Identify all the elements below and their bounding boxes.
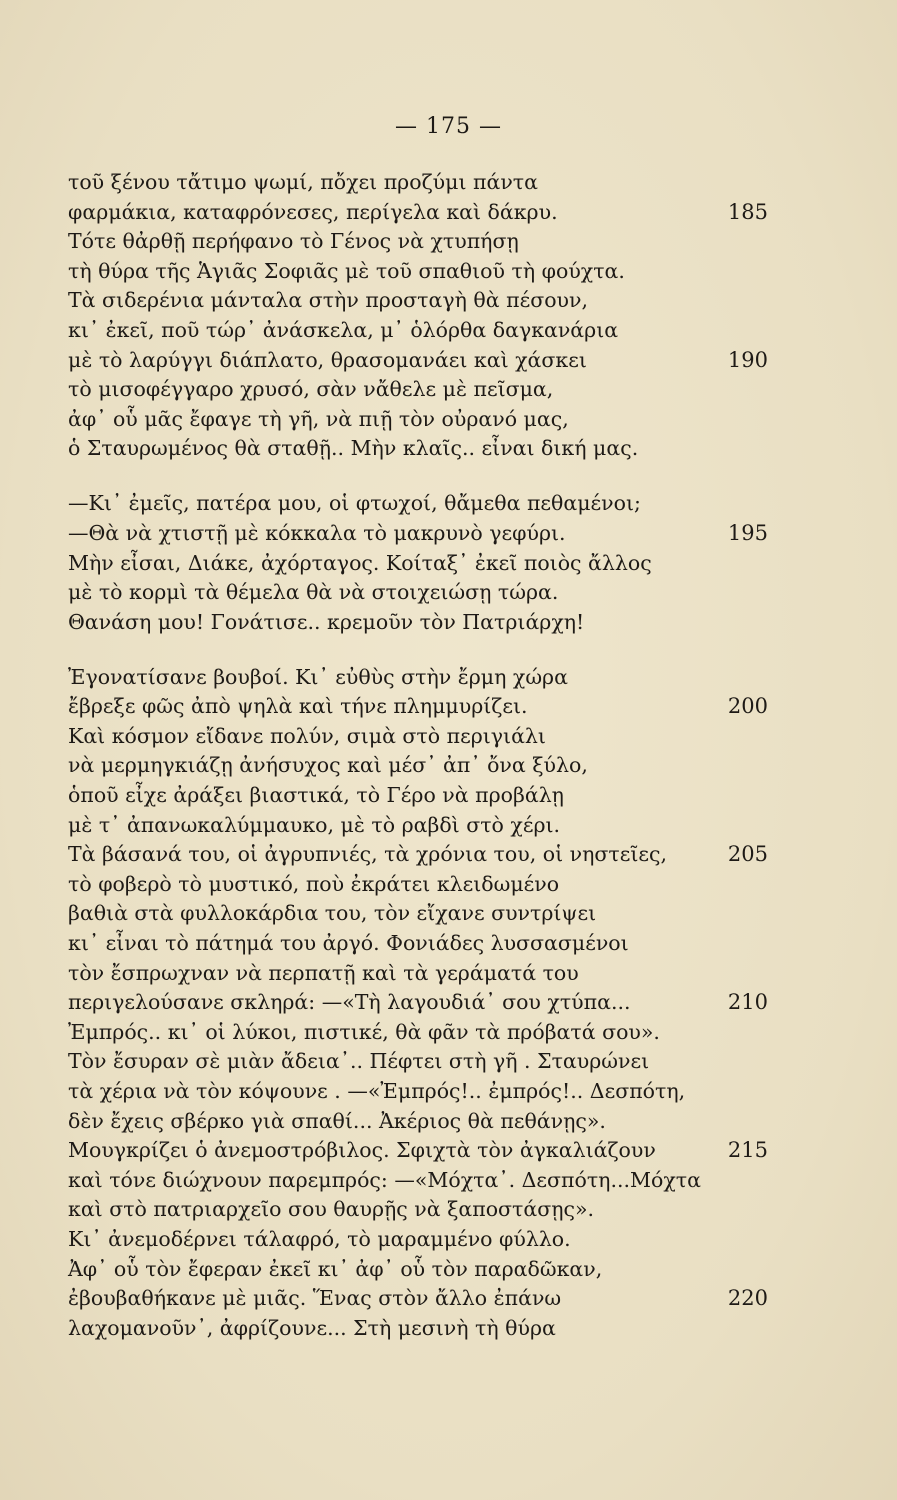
- verse-line: [68, 286, 768, 316]
- verse-text: Καὶ κόσμον εἴδανε πολύν, σιμὰ στὸ περιγιάλι: [68, 723, 546, 748]
- verse-text: τὸν ἔσπρωχναν νὰ περπατῇ καὶ τὰ γεράματά του: [68, 960, 579, 985]
- line-number: 195: [727, 520, 768, 545]
- verse-text: Ἐμπρός.. κι᾿ οἱ λύκοι, πιστικέ, θὰ φᾶν τὰ πρόβατά σου».: [68, 1019, 660, 1044]
- verse-line: [68, 929, 768, 959]
- verse-line: [68, 549, 768, 579]
- verse-text: Τότε θἀρθῇ περήφανο τὸ Γένος νὰ χτυπήσῃ: [68, 229, 519, 254]
- verse-text: Μουγκρίζει ὁ ἀνεμοστρόβιλος. Σφιχτὰ τὸν ἀγκαλιάζουν: [68, 1138, 656, 1163]
- verse-line: [68, 608, 768, 638]
- verse-text: Τὰ σιδερένια μάνταλα στὴν προσταγὴ θὰ πέσουν,: [68, 288, 588, 313]
- verse-text: καὶ τόνε διώχνουν παρεμπρός: —«Μόχτα᾿. Δεσπότη...Μόχτα: [68, 1167, 701, 1192]
- verse-line: [68, 988, 768, 1018]
- verse-line: [68, 1255, 768, 1285]
- verse-line: [68, 899, 768, 929]
- verse-line: [68, 722, 768, 752]
- stanza: [68, 168, 768, 464]
- verse-line: [68, 1018, 768, 1048]
- verse-line: [68, 257, 768, 287]
- verse-line: [68, 1166, 768, 1196]
- verse-text: νὰ μερμηγκιάζῃ ἀνήσυχος καὶ μέσ᾿ ἀπ᾿ ὄνα ξύλο,: [68, 753, 588, 778]
- verse-line: [68, 811, 768, 841]
- verse-text: τὰ χέρια νὰ τὸν κόψουνε . —«Ἐμπρός!.. ἐμπρός!.. Δεσπότη,: [68, 1079, 686, 1103]
- verse-line: [68, 578, 768, 608]
- verse-line: [68, 1047, 768, 1077]
- verse-line: [68, 1077, 768, 1107]
- verse-text: Μὴν εἶσαι, Διάκε, ἀχόρταγος. Κοίταξ᾿ ἐκεῖ ποιὸς ἄλλος: [68, 550, 652, 575]
- line-number: 215: [727, 1138, 768, 1163]
- verse-text: Τὰ βάσανά του, οἱ ἀγρυπνιές, τὰ χρόνια του, οἱ νηστεῖες,: [68, 842, 667, 867]
- verse-line: [68, 1314, 768, 1344]
- poem-text: [68, 168, 768, 1369]
- verse-text: τὸ μισοφέγγαρο χρυσό, σὰν νἄθελε μὲ πεῖσμα,: [68, 377, 554, 402]
- line-number: 205: [727, 842, 768, 867]
- stanza: [68, 489, 768, 637]
- verse-line: [68, 316, 768, 346]
- verse-text: ἀφ᾿ οὗ μᾶς ἔφαγε τὴ γῆ, νὰ πιῇ τὸν οὐρανό μας,: [68, 406, 569, 431]
- verse-text: Θανάση μου! Γονάτισε.. κρεμοῦν τὸν Πατριάρχη!: [68, 609, 585, 634]
- verse-line: [68, 1284, 768, 1314]
- verse-line: [68, 751, 768, 781]
- line-number: 210: [727, 990, 768, 1015]
- verse-line: [68, 1136, 768, 1166]
- verse-line: [68, 168, 768, 198]
- stanza: [68, 663, 768, 1344]
- page-number: — 175 —: [395, 114, 502, 139]
- verse-line: [68, 840, 768, 870]
- verse-text: βαθιὰ στὰ φυλλοκάρδια του, τὸν εἴχανε συντρίψει: [68, 901, 597, 926]
- verse-text: τὴ θύρα τῆς Ἁγιᾶς Σοφιᾶς μὲ τοῦ σπαθιοῦ τὴ φούχτα.: [68, 258, 625, 283]
- verse-line: [68, 489, 768, 519]
- verse-text: κι᾿ εἶναι τὸ πάτημά του ἀργό. Φονιάδες λυσσασμένοι: [68, 931, 629, 956]
- line-number: 200: [727, 694, 768, 719]
- verse-line: [68, 375, 768, 405]
- verse-text: Κι᾿ ἀνεμοδέρνει τάλαφρό, τὸ μαραμμένο φύλλο.: [68, 1226, 571, 1251]
- verse-line: [68, 405, 768, 435]
- verse-text: κι᾿ ἐκεῖ, ποῦ τώρ᾿ ἀνάσκελα, μ᾿ ὁλόρθα δαγκανάρια: [68, 317, 619, 342]
- verse-line: [68, 1195, 768, 1225]
- verse-line: [68, 1107, 768, 1137]
- verse-text: λαχομανοῦν᾿, ἀφρίζουνε... Στὴ μεσινὴ τὴ θύρα: [68, 1315, 556, 1340]
- verse-line: [68, 198, 768, 228]
- verse-text: ὁ Σταυρωμένος θὰ σταθῇ.. Μὴν κλαῖς.. εἶναι δική μας.: [68, 436, 639, 461]
- verse-text: Ἀφ᾿ οὗ τὸν ἔφεραν ἐκεῖ κι᾿ ἀφ᾿ οὗ τὸν παραδῶκαν,: [68, 1256, 603, 1281]
- verse-text: μὲ τ᾿ ἀπανωκαλύμμαυκο, μὲ τὸ ραβδὶ στὸ χέρι.: [68, 812, 561, 837]
- verse-text: ὁποῦ εἶχε ἀράξει βιαστικά, τὸ Γέρο νὰ προβάλῃ: [68, 783, 564, 808]
- verse-line: [68, 1225, 768, 1255]
- verse-text: μὲ τὸ κορμὶ τὰ θέμελα θὰ νὰ στοιχειώσῃ τώρα.: [68, 580, 559, 605]
- verse-line: [68, 959, 768, 989]
- verse-text: —Θὰ νὰ χτιστῇ μὲ κόκκαλα τὸ μακρυνὸ γεφύρι.: [68, 520, 566, 545]
- verse-line: [68, 663, 768, 693]
- verse-line: [68, 434, 768, 464]
- verse-line: [68, 781, 768, 811]
- verse-line: [68, 519, 768, 549]
- line-number: 220: [727, 1286, 768, 1311]
- verse-line: [68, 227, 768, 257]
- verse-text: τοῦ ξένου τἄτιμο ψωμί, πὄχει προζύμι πάντα: [68, 170, 538, 194]
- verse-text: Ἐγονατίσανε βουβοί. Κι᾿ εὐθὺς στὴν ἔρμη χώρα: [68, 664, 568, 689]
- verse-text: Τὸν ἔσυραν σὲ μιὰν ἄδεια᾿.. Πέφτει στὴ γῆ . Σταυρώνει: [68, 1049, 650, 1074]
- verse-text: τὸ φοβερὸ τὸ μυστικό, ποὺ ἐκράτει κλειδωμένο: [68, 871, 560, 896]
- verse-text: ἔβρεξε φῶς ἀπὸ ψηλὰ καὶ τήνε πλημμυρίζει.: [68, 694, 528, 719]
- verse-line: [68, 692, 768, 722]
- verse-text: περιγελούσανε σκληρά: —«Τὴ λαγουδιά᾿ σου χτύπα...: [68, 990, 631, 1015]
- verse-text: ἐβουβαθήκανε μὲ μιᾶς. Ἕνας στὸν ἄλλο ἐπάνω: [68, 1286, 562, 1311]
- verse-text: δὲν ἔχεις σβέρκο γιὰ σπαθί... Ἀκέριος θὰ πεθάνῃς».: [68, 1108, 606, 1133]
- verse-text: φαρμάκια, καταφρόνεσες, περίγελα καὶ δάκρυ.: [68, 199, 558, 224]
- verse-line: [68, 870, 768, 900]
- line-number: 190: [727, 347, 768, 372]
- verse-text: μὲ τὸ λαρύγγι διάπλατο, θρασομανάει καὶ χάσκει: [68, 347, 587, 372]
- verse-text: —Κι᾿ ἐμεῖς, πατέρα μου, οἱ φτωχοί, θἄμεθα πεθαμένοι;: [68, 491, 641, 516]
- verse-line: [68, 346, 768, 376]
- line-number: 185: [727, 199, 768, 224]
- verse-text: καὶ στὸ πατριαρχεῖο σου θαυρῇς νὰ ξαποστάσῃς».: [68, 1197, 595, 1222]
